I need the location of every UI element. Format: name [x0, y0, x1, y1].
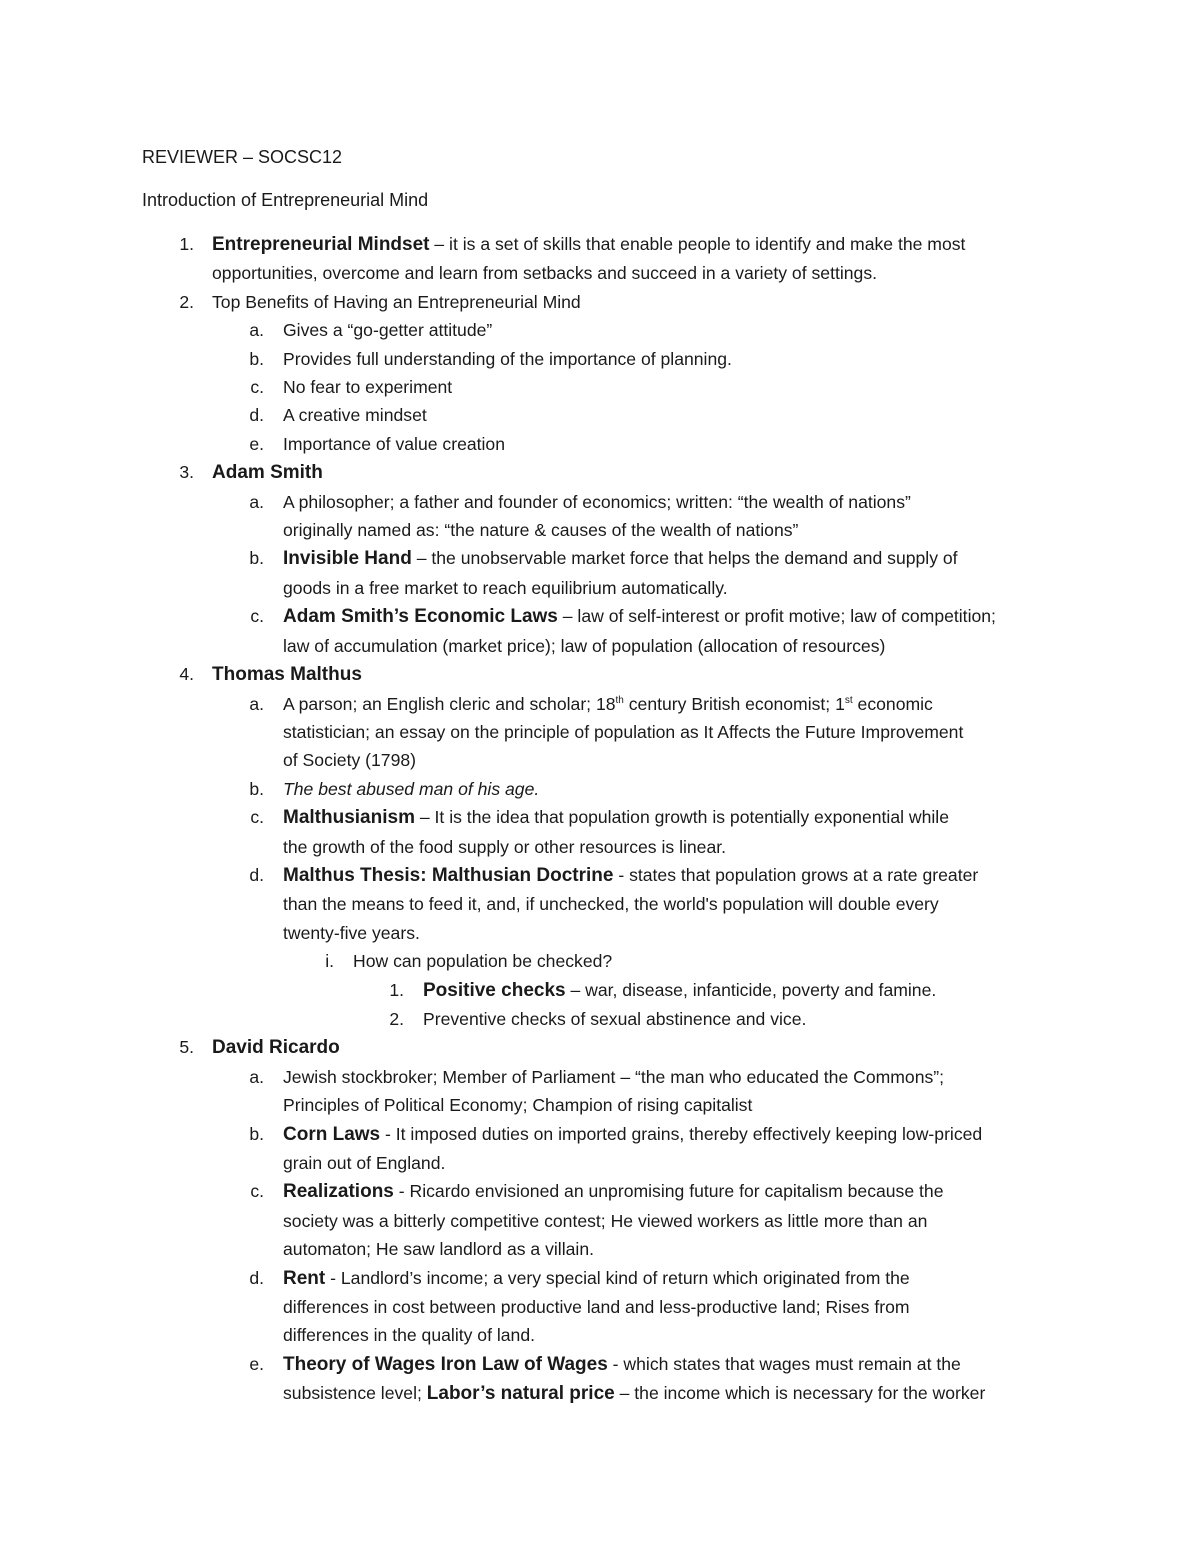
- list-item: 2. Top Benefits of Having an Entrepreneurial Mind: [179, 291, 581, 312]
- term: Adam Smith’s Economic Laws: [283, 606, 558, 628]
- outline-list: [0, 230, 1200, 1409]
- sub-list-item-continuation: Principles of Political Economy; Champion of rising capitalist: [283, 1095, 753, 1116]
- sub-list-item: c. Malthusianism – It is the idea that population growth is potentially exponential while: [250, 807, 949, 829]
- sub-list-item: d. A creative mindset: [249, 405, 427, 426]
- term: Adam Smith: [212, 462, 323, 484]
- sub-list-item: d. Rent - Landlord’s income; a very special kind of return which originated from the: [249, 1267, 910, 1289]
- sub-list-item: b. Invisible Hand – the unobservable market force that helps the demand and supply of: [249, 548, 958, 570]
- sub-list-item-continuation: grain out of England.: [283, 1153, 446, 1173]
- sub-list-item: b. Corn Laws - It imposed duties on imported grains, thereby effectively keeping low-priced: [249, 1123, 983, 1145]
- sub-list-item: c. No fear to experiment: [250, 377, 453, 398]
- sub-list-item: a. Jewish stockbroker; Member of Parliament – “the man who educated the Commons”;: [249, 1066, 945, 1087]
- term: Invisible Hand: [283, 548, 412, 570]
- sub-list-item-continuation: of Society (1798): [283, 750, 417, 771]
- term: David Ricardo: [212, 1037, 340, 1059]
- term: Thomas Malthus: [212, 664, 362, 686]
- list-item: 4. Thomas Malthus: [179, 664, 362, 686]
- list-marker: 1.: [179, 234, 194, 254]
- sub-list-item: e. Theory of Wages Iron Law of Wages - which states that wages must remain at the: [249, 1353, 961, 1375]
- term: Realizations: [283, 1181, 394, 1203]
- sub-list-item: a. Gives a “go-getter attitude”: [249, 320, 493, 341]
- sub-list-item-continuation: than the means to feed it, and, if unchecked, the world's population will double every: [283, 894, 939, 915]
- document-title: REVIEWER – SOCSC12: [142, 147, 343, 167]
- sub-list-item-continuation: originally named as: “the nature & causes of the wealth of nations”: [283, 520, 799, 541]
- sub-list-item: a. A philosopher; a father and founder of economics; written: “the wealth of nations”: [249, 491, 911, 512]
- sub-list-item-continuation: law of accumulation (market price); law of population (allocation of resources): [283, 635, 886, 656]
- term: Labor’s natural price: [426, 1383, 615, 1405]
- sub-list-item: c. Adam Smith’s Economic Laws – law of self-interest or profit motive; law of competition;: [250, 606, 996, 628]
- sub-list-item: e. Importance of value creation: [249, 433, 506, 454]
- term: Malthus Thesis: Malthusian Doctrine: [283, 864, 614, 886]
- numbered-sub-item: 2. Preventive checks of sexual abstinence and vice.: [389, 1008, 807, 1029]
- list-item-continuation: opportunities, overcome and learn from setbacks and succeed in a variety of settings.: [212, 263, 878, 284]
- term: Rent: [283, 1267, 326, 1289]
- list-item: 3. Adam Smith: [179, 462, 323, 484]
- sub-list-item-continuation: twenty-five years.: [283, 922, 420, 943]
- document-subtitle: Introduction of Entrepreneurial Mind: [142, 190, 429, 210]
- sub-list-item-continuation: subsistence level; Labor’s natural price – the income which is necessary for the worker: [283, 1383, 986, 1405]
- term: Malthusianism: [283, 807, 415, 829]
- list-item: 1. Entrepreneurial Mindset – it is a set of skills that enable people to identify and make the most: [0, 230, 1200, 259]
- sub-list-item-continuation: goods in a free market to reach equilibrium automatically.: [283, 577, 728, 598]
- sub-list-item-continuation: society was a bitterly competitive contest; He viewed workers as little more than an: [283, 1210, 928, 1231]
- list-item: 5. David Ricardo: [179, 1037, 340, 1059]
- term: Entrepreneurial Mindset: [212, 234, 430, 255]
- term: Corn Laws: [283, 1123, 381, 1145]
- term: Theory of Wages Iron Law of Wages: [283, 1353, 608, 1375]
- sub-list-item-continuation: differences in the quality of land.: [283, 1325, 536, 1346]
- roman-list-item: i. How can population be checked?: [325, 951, 613, 972]
- term: Positive checks: [423, 979, 566, 1001]
- sub-list-item-continuation: statistician; an essay on the principle of population as It Affects the Future Improvement: [283, 721, 964, 742]
- sub-list-item: b. Provides full understanding of the importance of planning.: [249, 348, 732, 369]
- sub-list-item: d. Malthus Thesis: Malthusian Doctrine - states that population grows at a rate greater: [249, 864, 979, 886]
- sub-list-item: c. Realizations - Ricardo envisioned an unpromising future for capitalism because the: [250, 1181, 944, 1203]
- sub-list-item-continuation: differences in cost between productive land and less-productive land; Rises from: [283, 1297, 910, 1318]
- sub-list-item: a. A parson; an English cleric and scholar; 18th century British economist; 1st economic: [249, 693, 933, 714]
- sub-list-item-continuation: the growth of the food supply or other resources is linear.: [283, 836, 727, 857]
- sub-list-item-continuation: automaton; He saw landlord as a villain.: [283, 1239, 594, 1260]
- sub-list-item: b. The best abused man of his age.: [249, 778, 540, 799]
- numbered-sub-item: 1. Positive checks – war, disease, infanticide, poverty and famine.: [389, 979, 937, 1001]
